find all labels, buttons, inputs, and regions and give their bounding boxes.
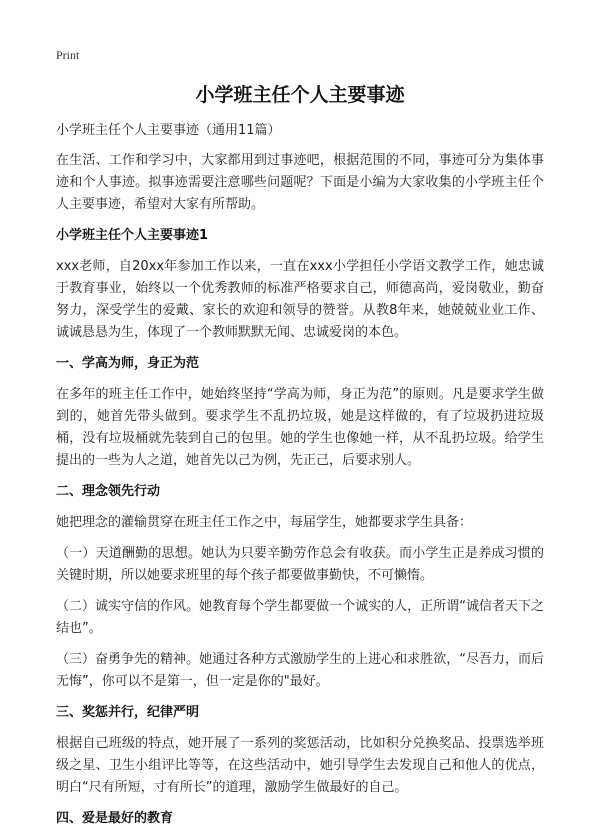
- print-label[interactable]: Print: [56, 48, 80, 62]
- section-paragraph: xxx老师，自20xx年参加工作以来，一直在xxx小学担任小学语文教学工作，她忠诚于教育事业，始终以一个优秀教师的标准严格要求自己，师德高尚，爱岗敬业，勤奋努力，深受学生的爱戴、家长的欢迎和领导的赞誉。从教8年来，她兢兢业业工作、诚诚恳恳为生，体现了一个教师默默无闻、忠诚爱岗的本色。: [56, 259, 544, 340]
- paragraph-2b: （二）诚实守信的作风。她教育每个学生都要做一个诚实的人，正所谓“诚信者天下之结也”。: [56, 599, 544, 636]
- subsection-heading-4: 四、爱是最好的教育: [56, 811, 174, 826]
- paragraph-2: 她把理念的灌输贯穿在班主任工作之中，每届学生，她都要求学生具备：: [56, 515, 473, 530]
- intro-paragraph: 在生活、工作和学习中，大家都用到过事迹吧，根据范围的不同，事迹可分为集体事迹和个人事迹。拟事迹需要注意哪些问题呢？下面是小编为大家收集的小学班主任个人主要事迹，希望对大家有所帮助。: [56, 153, 544, 212]
- page-title: 小学班主任个人主要事迹: [195, 84, 405, 106]
- document-subtitle: 小学班主任个人主要事迹（通用11篇）: [56, 123, 281, 138]
- paragraph-2c: （三）奋勇争先的精神。她通过各种方式激励学生的上进心和求胜欲，“尽吾力，而后无悔”，你可以不是第一，但一定是你的"最好。: [56, 652, 544, 689]
- subsection-heading-2: 二、理念领先行动: [56, 484, 161, 499]
- paragraph-1: 在多年的班主任工作中，她始终坚持“学高为师，身正为范”的原则。凡是要求学生做到的，她首先带头做到。要求学生不乱扔垃圾，她是这样做的，有了垃圾扔进垃圾桶，没有垃圾桶就先装到自己的包里。她的学生也像她一样，从不乱扔垃圾。给学生提出的一些为人之道，她首先以己为例，先正己，后要求别人。: [56, 387, 544, 468]
- paragraph-3: 根据自己班级的特点，她开展了一系列的奖惩活动，比如积分兑换奖品、投票选举班级之星、卫生小组评比等等，在这些活动中，她引导学生去发现自己和他人的优点，明白“尺有所短，寸有所长”的道理，激励学生做最好的自己。: [56, 736, 544, 795]
- section-heading: 小学班主任个人主要事迹1: [56, 228, 209, 243]
- subsection-heading-1: 一、学高为师，身正为范: [56, 356, 200, 371]
- paragraph-2a: （一）天道酬勤的思想。她认为只要辛勤劳作总会有收获。而小学生正是养成习惯的关键时期，所以她要求班里的每个孩子都要做事勤快，不可懒惰。: [56, 546, 544, 583]
- subsection-heading-3: 三、奖惩并行，纪律严明: [56, 705, 200, 720]
